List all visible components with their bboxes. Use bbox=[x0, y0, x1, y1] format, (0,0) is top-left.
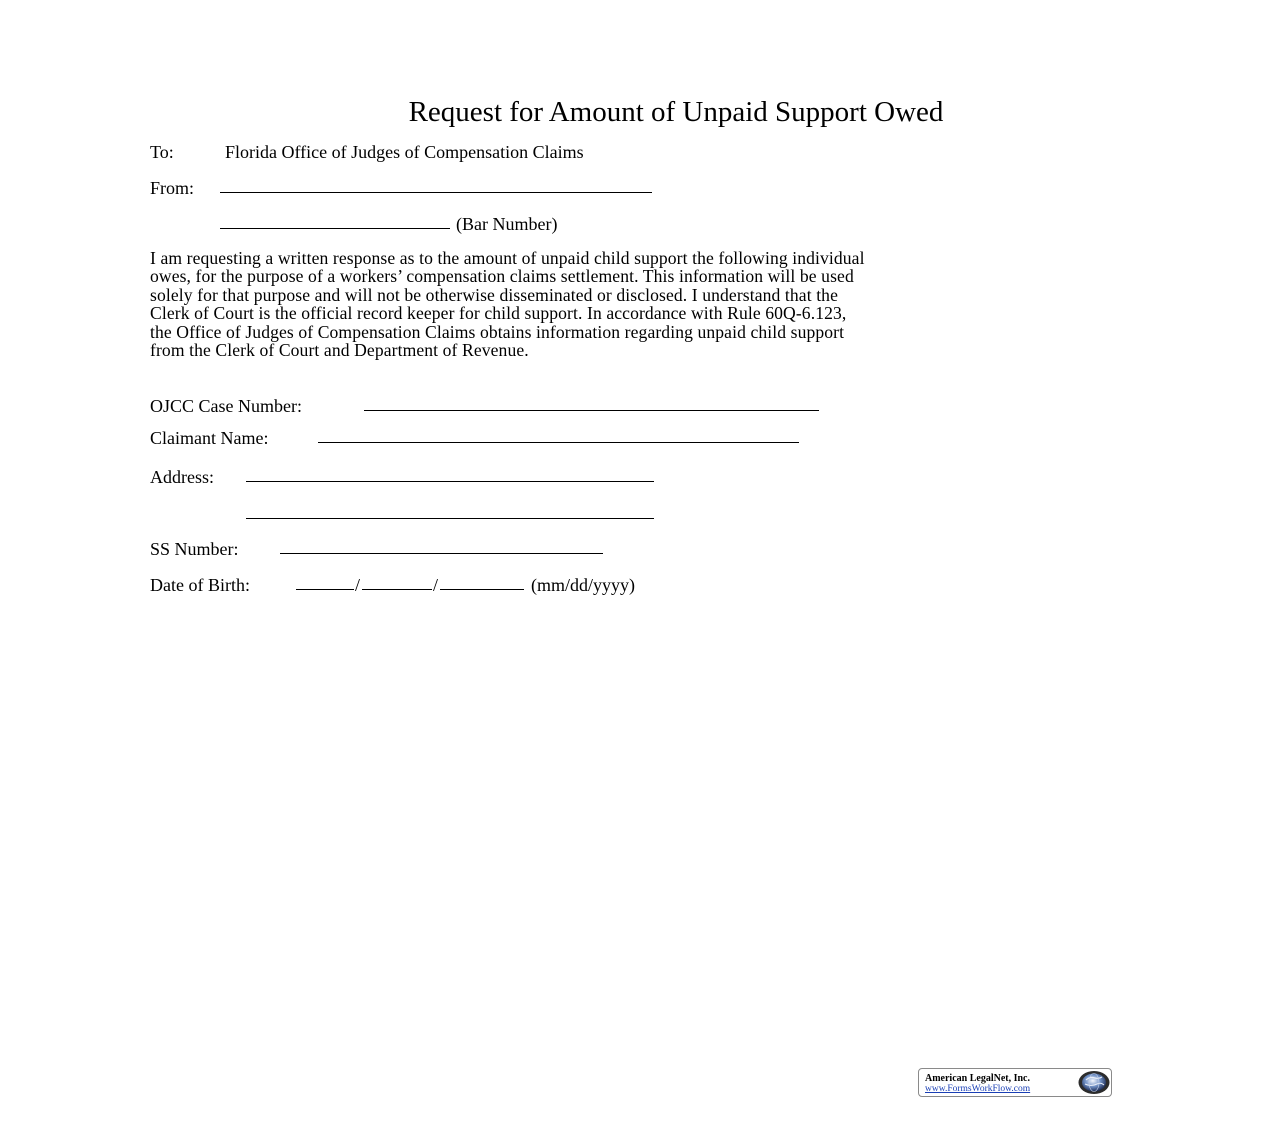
bar-number-line[interactable] bbox=[220, 228, 450, 229]
dob-year-line[interactable] bbox=[440, 589, 524, 590]
statement-line: solely for that purpose and will not be otherwise disseminated or disclosed. I understand that the bbox=[150, 284, 838, 305]
dob-month-line[interactable] bbox=[296, 589, 354, 590]
to-label: To: bbox=[150, 142, 174, 162]
dob-format-hint: (mm/dd/yyyy) bbox=[531, 575, 635, 595]
request-statement bbox=[150, 249, 1125, 359]
statement-line: I am requesting a written response as to the amount of unpaid child support the following individual bbox=[150, 248, 865, 268]
statement-line: from the Clerk of Court and Department of Revenue. bbox=[150, 340, 529, 361]
page-title: Request for Amount of Unpaid Support Owed bbox=[408, 96, 944, 128]
dob-separator: / bbox=[433, 575, 439, 595]
claimant-name-label: Claimant Name: bbox=[150, 428, 269, 448]
case-number-label: OJCC Case Number: bbox=[150, 396, 302, 416]
claimant-name-line[interactable] bbox=[318, 442, 799, 443]
footer-website-link[interactable]: www.FormsWorkFlow.com bbox=[925, 1084, 1031, 1094]
ss-number-line[interactable] bbox=[280, 553, 603, 554]
statement-line: Clerk of Court is the official record keeper for child support. In accordance with Rule 60Q-6.123, bbox=[150, 303, 847, 324]
to-recipient: Florida Office of Judges of Compensation Claims bbox=[225, 142, 584, 162]
address-line-1[interactable] bbox=[246, 481, 654, 482]
address-line-2[interactable] bbox=[246, 518, 654, 519]
dob-separator: / bbox=[355, 575, 361, 595]
bar-number-label: (Bar Number) bbox=[456, 214, 558, 234]
dob-label: Date of Birth: bbox=[150, 575, 250, 595]
ss-number-label: SS Number: bbox=[150, 539, 239, 559]
case-number-line[interactable] bbox=[364, 410, 819, 411]
dob-day-line[interactable] bbox=[362, 589, 432, 590]
statement-line: owes, for the purpose of a workers’ compensation claims settlement. This information will be used bbox=[150, 266, 854, 287]
from-label: From: bbox=[150, 178, 195, 198]
from-name-line[interactable] bbox=[220, 192, 652, 193]
footer-company-name: American LegalNet, Inc. bbox=[925, 1073, 1030, 1084]
globe-icon bbox=[1077, 1070, 1111, 1095]
statement-line: the Office of Judges of Compensation Claims obtains information regarding unpaid child support bbox=[150, 321, 845, 342]
address-label: Address: bbox=[150, 467, 214, 487]
